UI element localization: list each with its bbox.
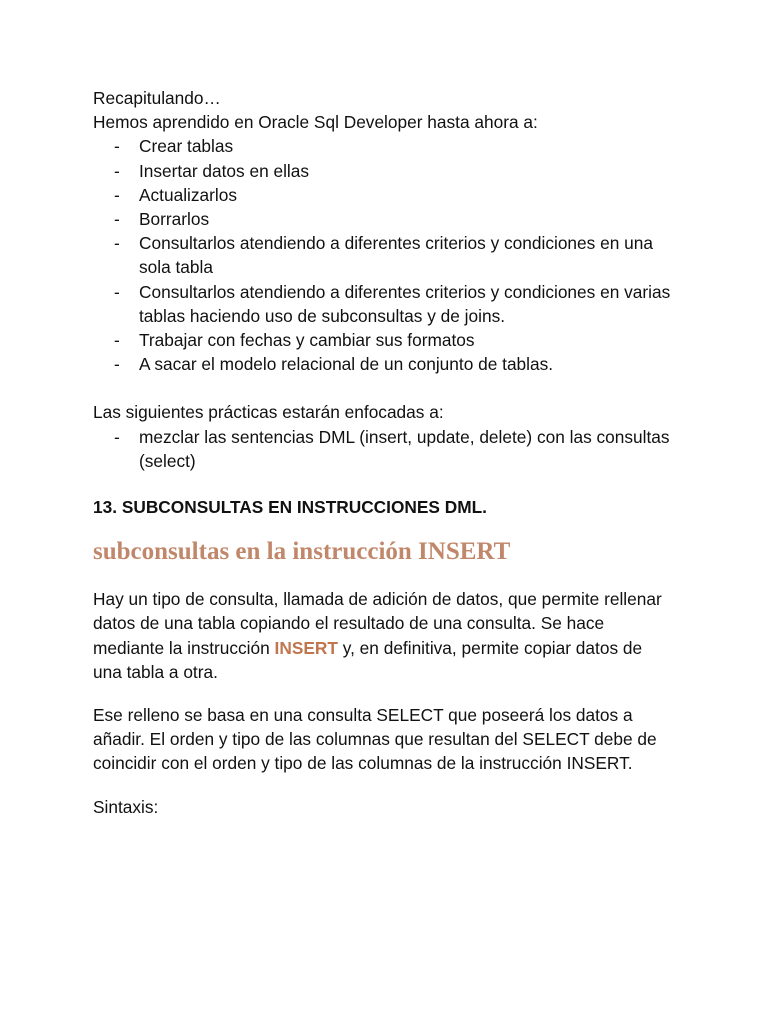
list-item-text: Borrarlos [139,209,210,230]
list-item-text: Consultarlos atendiendo a diferentes criterios y condiciones en una sola tabla [139,233,653,278]
recap-line: Recapitulando… [93,88,221,108]
list-item-text: A sacar el modelo relacional de un conjunto de tablas. [139,354,554,375]
paragraph-insert-intro: Hay un tipo de consulta, llamada de adición de datos, que permite rellenar datos de una tabla copiando el resultado de una consulta. Se hace mediante la instrucción INSERT y, en definitiva, permite copiar datos de una tabla a otra. [93,589,662,682]
list-item: - A sacar el modelo relacional de un conjunto de tablas. [114,354,554,375]
list-item: - mezclar las sentencias DML (insert, update, delete) con las consultas (select) [114,426,670,471]
list-item-text: Consultarlos atendiendo a diferentes criterios y condiciones en varias tablas haciendo uso de subconsultas y de joins. [139,281,671,326]
section-title: 13. SUBCONSULTAS EN INSTRUCCIONES DML. [93,497,487,518]
list-item: - Crear tablas [114,136,234,157]
syntax-label: Sintaxis: [93,796,159,817]
list-item-text: Insertar datos en ellas [139,160,310,181]
next-practices-list [93,425,673,473]
list-item: - Consultarlos atendiendo a diferentes criterios y condiciones en varias tablas haciendo uso de subconsultas y de joins. [114,281,671,326]
list-item: - Insertar datos en ellas [114,160,310,181]
paragraph-select-basis: Ese relleno se basa en una consulta SELECT que poseerá los datos a añadir. El orden y tipo de las columnas que resultan del SELECT debe de coincidir con el orden y tipo de las columnas de la instrucción INSERT. [93,705,657,774]
list-item: - Trabajar con fechas y cambiar sus formatos [114,330,475,351]
list-item: - Actualizarlos [114,184,237,205]
learned-line: Hemos aprendido en Oracle Sql Developer hasta ahora a: [93,112,538,133]
list-item: - Borrarlos [114,209,210,230]
next-practices-line: Las siguientes prácticas estarán enfocadas a: [93,402,444,423]
list-item-text: Trabajar con fechas y cambiar sus formatos [139,330,475,351]
document-page [93,86,673,819]
list-item: - Consultarlos atendiendo a diferentes criterios y condiciones en una sola tabla [114,233,653,278]
list-item-text: Crear tablas [139,136,234,157]
insert-keyword: INSERT [274,637,338,658]
list-item-text: mezclar las sentencias DML (insert, update, delete) con las consultas (select) [139,426,670,471]
list-item-text: Actualizarlos [139,184,237,205]
subsection-title: subconsultas en la instrucción INSERT [93,538,511,566]
learned-list [93,134,673,376]
